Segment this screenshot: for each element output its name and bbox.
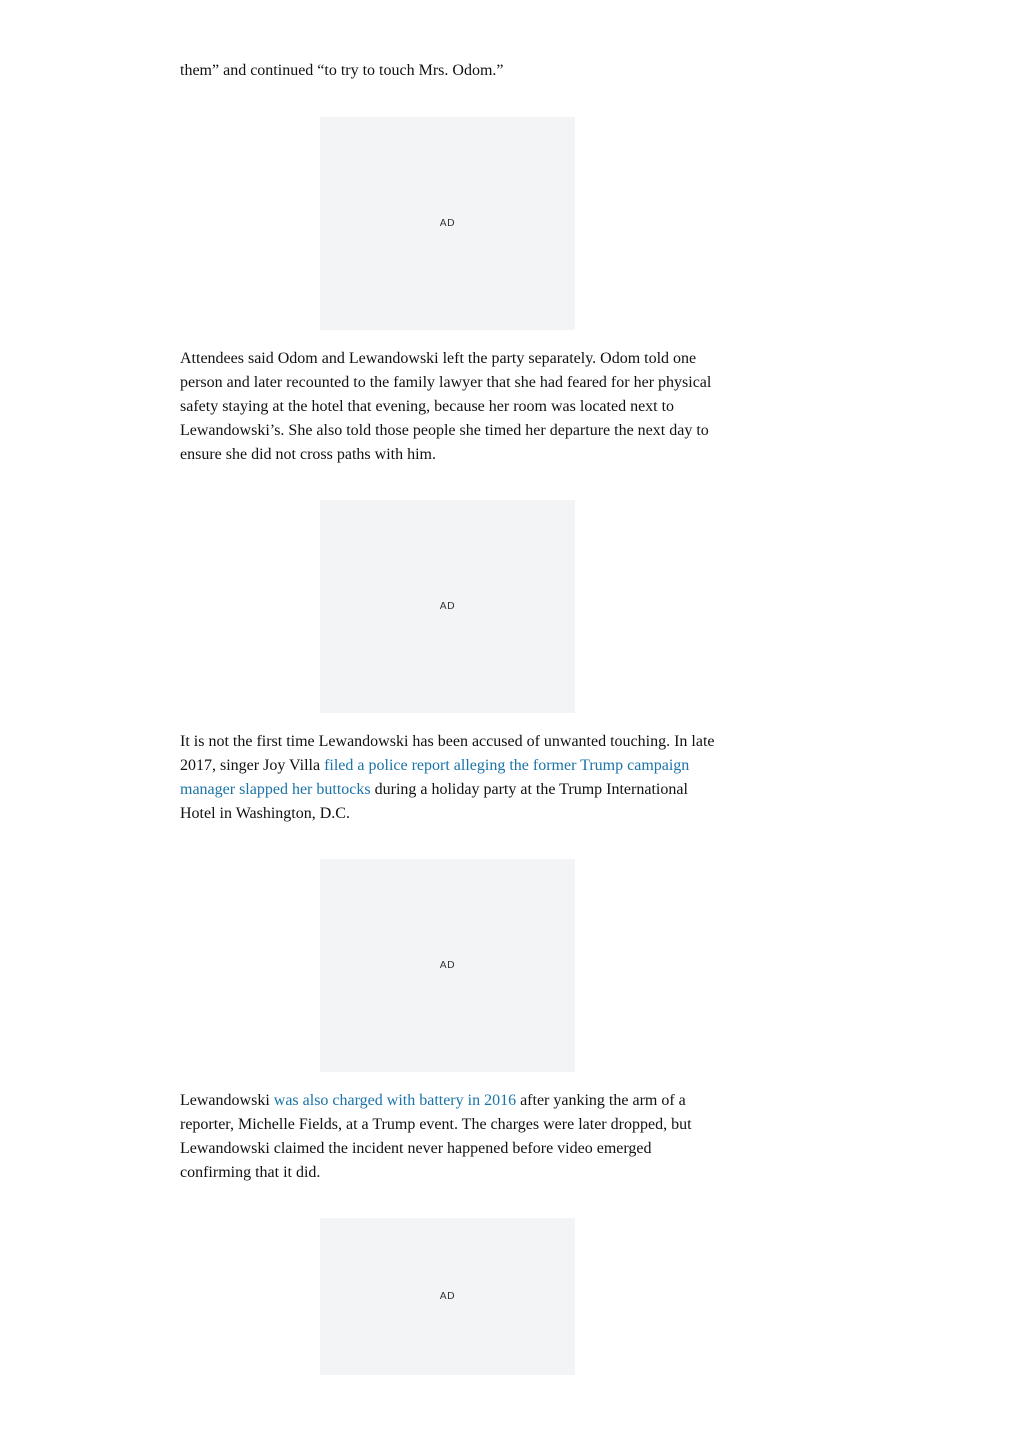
- paragraph-text: It is not the first time Lewandowski has been accused of unwanted touching. In late 2017, singer Joy Villa: [180, 733, 715, 774]
- paragraph-text: Attendees said Odom and Lewandowski left the party separately. Odom told one person and later recounted to the family lawyer that she had feared for her physical safety staying at the hotel that evening, because her room was located next to Lewandowski’s. She also told those people she timed her departure the next day to ensure she did not cross paths with him.: [180, 350, 712, 463]
- battery-charge-link[interactable]: was also charged with battery in 2016: [273, 1092, 517, 1109]
- paragraph-text: after yanking the arm of a reporter, Michelle Fields, at a Trump event. The charges were later dropped, but Lewandowski claimed the incident never happened before video emerged confirming that it did.: [180, 1092, 692, 1181]
- ad-label: AD: [439, 960, 456, 971]
- paragraph-text: during a holiday party at the Trump International Hotel in Washington, D.C.: [180, 781, 688, 822]
- ad-slot[interactable]: [320, 859, 575, 1072]
- article-paragraph: [180, 730, 720, 826]
- ad-label: AD: [439, 1291, 456, 1302]
- ad-slot[interactable]: [320, 500, 575, 713]
- article-paragraph: [180, 1089, 720, 1185]
- article-paragraph: [180, 59, 720, 83]
- paragraph-text: Lewandowski: [180, 1092, 274, 1109]
- paragraph-text: them” and continued “to try to touch Mrs. Odom.”: [180, 62, 504, 79]
- ad-slot[interactable]: [320, 117, 575, 330]
- ad-label: AD: [439, 218, 456, 229]
- police-report-link[interactable]: filed a police report alleging the former Trump campaign manager slapped her buttocks: [180, 757, 690, 798]
- ad-slot[interactable]: [320, 1218, 575, 1375]
- article-paragraph: [180, 347, 720, 467]
- ad-label: AD: [439, 601, 456, 612]
